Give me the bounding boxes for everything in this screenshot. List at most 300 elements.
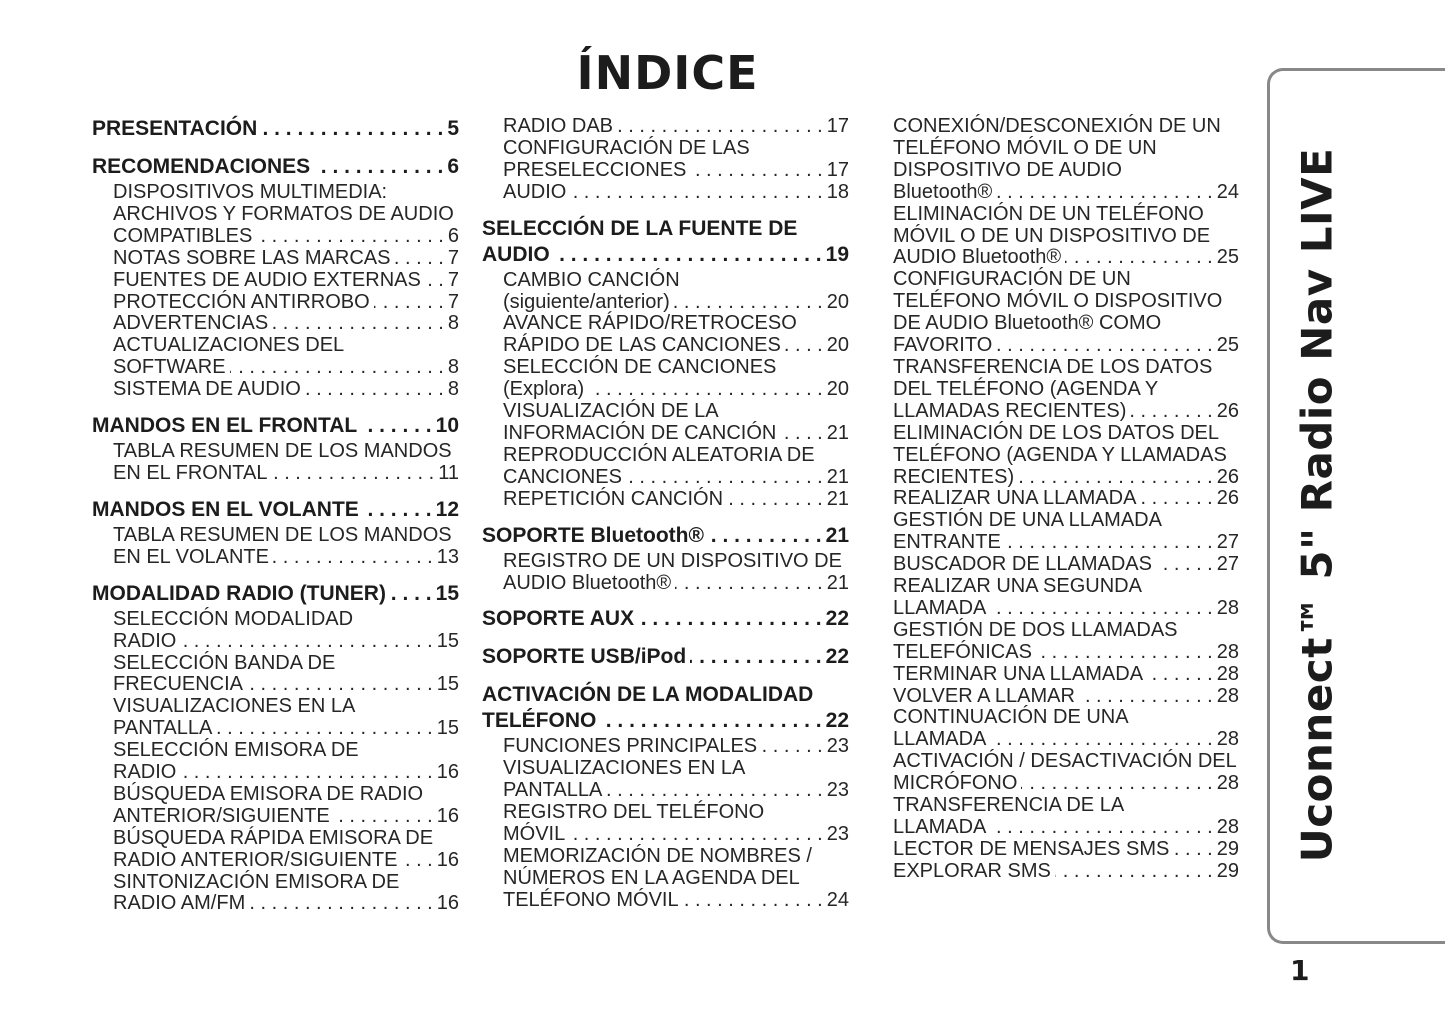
- toc-entry-row: [92, 413, 459, 439]
- toc-entry-row: [92, 497, 459, 523]
- toc-subsection-entry: [92, 313, 459, 335]
- toc-entry-row: [893, 773, 1239, 795]
- toc-dot-leader: [305, 379, 444, 401]
- toc-page-number: 8: [447, 356, 459, 379]
- toc-page-number: 26: [1216, 399, 1239, 422]
- toc-dot-leader: [990, 598, 1212, 620]
- toc-dot-leader: [1079, 686, 1213, 708]
- toc-entry-text: RADIO ANTERIOR/SIGUIENTE: [113, 848, 398, 871]
- toc-entry-text: PRESENTACIÓN: [92, 117, 258, 140]
- toc-dot-leader: [425, 270, 444, 292]
- toc-page-number: 17: [826, 115, 849, 137]
- toc-page-number: 6: [447, 155, 459, 178]
- toc-subsection-entry: [92, 784, 459, 828]
- toc-entry-row: [503, 780, 849, 802]
- toc-entry-text: VISUALIZACIONES EN LA: [113, 695, 356, 718]
- toc-dot-leader: [273, 547, 433, 569]
- toc-page-number: 27: [1216, 553, 1239, 576]
- toc-entry-text: LECTOR DE MENSAJES SMS: [893, 837, 1170, 860]
- toc-entry-row: [893, 467, 1239, 489]
- toc-page-number: 7: [447, 290, 459, 313]
- toc-entry-text: RADIO: [113, 629, 177, 652]
- toc-entry-text: REALIZAR UNA SEGUNDA: [893, 575, 1142, 598]
- toc-page-number: 21: [826, 487, 849, 510]
- toc-entry-text: ELIMINACIÓN DE UN TELÉFONO: [893, 202, 1204, 225]
- toc-entry-text: FUENTES DE AUDIO EXTERNAS: [113, 268, 421, 291]
- toc-dot-leader: [674, 292, 823, 314]
- toc-subsection-entry: [92, 872, 459, 916]
- toc-entry-row: [113, 313, 459, 335]
- toc-page-number: 7: [447, 246, 459, 269]
- toc-entry-row: [113, 547, 459, 569]
- toc-dot-leader: [1065, 247, 1213, 269]
- toc-page-number: 29: [1216, 837, 1239, 860]
- toc-subsection-entry: [482, 445, 849, 489]
- toc-dot-leader: [626, 467, 823, 489]
- toc-subsection-entry: [893, 576, 1239, 620]
- toc-entry-row: [893, 247, 1239, 269]
- toc-dot-leader: [1021, 773, 1212, 795]
- toc-section-entry: [482, 523, 849, 549]
- toc-dot-leader: [600, 708, 821, 734]
- toc-entry-row: [482, 242, 849, 268]
- toc-dot-leader: [394, 248, 443, 270]
- toc-subsection-entry: [482, 846, 849, 912]
- toc-subsection-entry: [92, 609, 459, 653]
- toc-subsection-entry: [893, 269, 1239, 357]
- toc-dot-leader: [247, 674, 433, 696]
- toc-entry-text: MANDOS EN EL VOLANTE: [92, 497, 359, 521]
- toc-subsection-entry: [482, 182, 849, 204]
- toc-page-number: 13: [436, 545, 459, 568]
- toc-page-number: 8: [447, 312, 459, 335]
- toc-page-number: 28: [1216, 816, 1239, 838]
- toc-page-number: 28: [1216, 596, 1239, 619]
- toc-subsection-entry: [482, 551, 849, 595]
- toc-entry-row: [92, 581, 459, 607]
- toc-page-number: 22: [825, 607, 849, 631]
- toc-dot-leader: [216, 718, 432, 740]
- toc-entry-text: ENTRANTE: [893, 531, 1001, 554]
- toc-entry-row: [113, 292, 459, 314]
- toc-subsection-entry: [893, 664, 1239, 686]
- chapter-tab-label: Uconnect™ 5" Radio Nav LIVE: [1292, 147, 1342, 863]
- toc-subsection-entry: [893, 116, 1239, 204]
- toc-entry-row: [893, 335, 1239, 357]
- toc-entry-text: MEMORIZACIÓN DE NOMBRES /: [503, 844, 812, 867]
- toc-entry-row: [503, 890, 849, 912]
- toc-entry-text: ADVERTENCIAS: [113, 312, 269, 335]
- toc-entry-text: BUSCADOR DE LLAMADAS: [893, 553, 1152, 576]
- toc-subsection-entry: [893, 751, 1239, 795]
- page-title: ÍNDICE: [576, 46, 759, 100]
- toc-page-number: 16: [436, 848, 459, 871]
- toc-entry-row: [893, 488, 1239, 510]
- toc-page-number: 24: [1216, 180, 1239, 203]
- toc-entry-text: REGISTRO DEL TELÉFONO: [503, 801, 765, 824]
- toc-dot-leader: [1173, 839, 1212, 861]
- toc-section-entry: [482, 606, 849, 632]
- toc-page-number: 22: [825, 645, 849, 669]
- toc-entry-text: AVANCE RÁPIDO/RETROCESO: [503, 312, 797, 335]
- toc-subsection-entry: [893, 357, 1239, 423]
- toc-subsection-entry: [893, 795, 1239, 839]
- toc-subsection-entry: [92, 696, 459, 740]
- toc-entry-text: MANDOS EN EL FRONTAL: [92, 414, 358, 438]
- toc-entry-text: LLAMADAS RECIENTES): [893, 399, 1127, 422]
- toc-entry-text: FAVORITO: [893, 334, 993, 357]
- toc-entry-text: REALIZAR UNA LLAMADA: [893, 487, 1137, 510]
- toc-entry-text: ARCHIVOS Y FORMATOS DE AUDIO: [113, 202, 454, 225]
- toc-page-number: 25: [1216, 334, 1239, 357]
- toc-page-number: 27: [1216, 531, 1239, 554]
- toc-entry-row: [113, 893, 459, 915]
- toc-entry-text: TRANSFERENCIA DE LA: [893, 794, 1125, 817]
- page-number: 1: [1290, 954, 1310, 987]
- toc-page-number: 26: [1216, 465, 1239, 488]
- toc-entry-text: TRANSFERENCIA DE LOS DATOS: [893, 355, 1213, 378]
- toc-entry-row: [503, 467, 849, 489]
- toc-entry-row: [893, 817, 1239, 839]
- toc-entry-text: FRECUENCIA: [113, 673, 244, 696]
- toc-page-number: 20: [826, 378, 849, 401]
- toc-page-number: 16: [436, 892, 459, 915]
- toc-entry-row: [92, 154, 459, 180]
- toc-entry-text: LLAMADA: [893, 728, 987, 751]
- toc-entry-row: [503, 182, 849, 204]
- toc-entry-text: (siguiente/anterior): [503, 290, 670, 313]
- toc-entry-text: FUNCIONES PRINCIPALES: [503, 735, 758, 758]
- toc-entry-row: [482, 523, 849, 549]
- toc-entry-row: [893, 839, 1239, 861]
- toc-entry-text: CONFIGURACIÓN DE UN: [893, 268, 1131, 291]
- toc-entry-text: ANTERIOR/SIGUIENTE: [113, 804, 330, 827]
- toc-entry-text: AUDIO: [482, 242, 550, 266]
- toc-dot-leader: [1140, 488, 1212, 510]
- toc-page-number: 28: [1216, 728, 1239, 751]
- toc-entry-row: [503, 423, 849, 445]
- toc-subsection-entry: [92, 270, 459, 292]
- toc-entry-text: GESTIÓN DE DOS LLAMADAS: [893, 618, 1178, 641]
- toc-subsection-entry: [482, 736, 849, 758]
- toc-section-entry: [92, 497, 459, 523]
- toc-entry-row: [503, 489, 849, 511]
- toc-entry-text: CANCIONES: [503, 465, 622, 488]
- toc-entry-text: SELECCIÓN BANDA DE: [113, 651, 336, 674]
- toc-entry-text: AUDIO: [503, 180, 567, 203]
- toc-entry-row: [893, 554, 1239, 576]
- toc-entry-text: SOFTWARE: [113, 356, 226, 379]
- toc-entry-text: PANTALLA: [113, 717, 213, 740]
- toc-dot-leader: [374, 292, 444, 314]
- toc-subsection-entry: [92, 740, 459, 784]
- toc-entry-row: [893, 664, 1239, 686]
- toc-page-number: 8: [447, 378, 459, 401]
- toc-entry-text: TELÉFONO: [482, 709, 597, 733]
- toc-dot-leader: [990, 817, 1212, 839]
- toc-entry-row: [482, 606, 849, 632]
- toc-entry-text: EN EL VOLANTE: [113, 545, 269, 568]
- toc-entry-row: [113, 226, 459, 248]
- toc-subsection-entry: [893, 204, 1239, 270]
- toc-entry-row: [893, 729, 1239, 751]
- toc-entry-text: TABLA RESUMEN DE LOS MANDOS: [113, 523, 452, 546]
- toc-entry-text: RÁPIDO DE LAS CANCIONES: [503, 334, 781, 357]
- toc-entry-text: SELECCIÓN DE CANCIONES: [503, 356, 777, 379]
- toc-entry-text: AUDIO Bluetooth®: [503, 571, 672, 594]
- toc-dot-leader: [361, 413, 431, 439]
- toc-page-number: 6: [447, 224, 459, 247]
- toc-section-entry: [482, 216, 849, 268]
- toc-page-number: 23: [826, 735, 849, 758]
- toc-dot-leader: [249, 893, 433, 915]
- toc-entry-row: [893, 686, 1239, 708]
- toc-entry-text: GESTIÓN DE UNA LLAMADA: [893, 509, 1162, 532]
- toc-dot-leader: [1156, 554, 1213, 576]
- toc-entry-text: SOPORTE Bluetooth®: [482, 523, 704, 547]
- toc-entry-row: [503, 824, 849, 846]
- toc-entry-row: [113, 631, 459, 653]
- toc-entry-text: VISUALIZACIONES EN LA: [503, 757, 746, 780]
- toc-page-number: 16: [436, 804, 459, 827]
- toc-dot-leader: [401, 850, 432, 872]
- toc-page-number: 10: [435, 414, 459, 438]
- toc-subsection-entry: [482, 758, 849, 802]
- toc-dot-leader: [1055, 861, 1213, 883]
- toc-page-number: 16: [436, 761, 459, 784]
- toc-dot-leader: [390, 581, 432, 607]
- toc-entry-row: [113, 270, 459, 292]
- toc-entry-row: [113, 379, 459, 401]
- toc-entry-text: ACTIVACIÓN / DESACTIVACIÓN DEL: [893, 750, 1237, 773]
- toc-entry-text: SINTONIZACIÓN EMISORA DE: [113, 870, 400, 893]
- toc-entry-row: [503, 292, 849, 314]
- toc-entry-text: RECIENTES): [893, 465, 1015, 488]
- toc-dot-leader: [1130, 401, 1212, 423]
- toc-dot-leader: [180, 762, 432, 784]
- toc-entry-text: DE AUDIO Bluetooth® COMO: [893, 312, 1162, 335]
- toc-entry-text: CONTINUACIÓN DE UNA: [893, 706, 1129, 729]
- toc-page-number: 29: [1216, 859, 1239, 882]
- toc-subsection-entry: [92, 248, 459, 270]
- toc-entry-row: [893, 861, 1239, 883]
- toc-dot-leader: [761, 736, 823, 758]
- toc-page-number: 28: [1216, 684, 1239, 707]
- toc-entry-text: TABLA RESUMEN DE LOS MANDOS: [113, 440, 452, 463]
- toc-page-number: 23: [826, 823, 849, 846]
- toc-page-number: 15: [436, 629, 459, 652]
- toc-dot-leader: [780, 423, 822, 445]
- toc-entry-row: [503, 160, 849, 182]
- toc-dot-leader: [569, 824, 823, 846]
- toc-entry-text: ACTIVACIÓN DE LA MODALIDAD: [482, 683, 814, 707]
- toc-entry-text: PRESELECCIONES: [503, 158, 687, 181]
- toc-entry-text: (Explora): [503, 378, 585, 401]
- toc-subsection-entry: [92, 525, 459, 569]
- toc-entry-row: [113, 718, 459, 740]
- toc-page-number: 19: [825, 242, 849, 266]
- toc-dot-leader: [1036, 642, 1213, 664]
- toc-section-entry: [92, 413, 459, 439]
- toc-dot-leader: [683, 890, 823, 912]
- toc-page-number: 28: [1216, 640, 1239, 663]
- toc-subsection-entry: [893, 510, 1239, 554]
- toc-entry-row: [503, 335, 849, 357]
- toc-page-number: 5: [447, 117, 459, 140]
- toc-subsection-entry: [893, 839, 1239, 861]
- toc-entry-row: [482, 708, 849, 734]
- toc-page-number: 21: [825, 523, 849, 547]
- toc-entry-text: RADIO AM/FM: [113, 892, 246, 915]
- toc-entry-row: [893, 182, 1239, 204]
- toc-entry-row: [113, 357, 459, 379]
- toc-section-entry: [92, 116, 459, 142]
- toc-entry-text: COMPATIBLES: [113, 224, 253, 247]
- toc-subsection-entry: [482, 270, 849, 314]
- toc-page-number: 25: [1216, 246, 1239, 269]
- toc-subsection-entry: [482, 401, 849, 445]
- toc-subsection-entry: [92, 379, 459, 401]
- toc-entry-text: CONEXIÓN/DESCONEXIÓN DE UN: [893, 115, 1221, 137]
- toc-entry-text: LLAMADA: [893, 816, 987, 838]
- toc-entry-text: MODALIDAD RADIO (TUNER): [92, 581, 386, 605]
- toc-entry-text: NOTAS SOBRE LAS MARCAS: [113, 246, 391, 269]
- toc-dot-leader: [690, 160, 822, 182]
- toc-entry-text: TELÉFONO MÓVIL O DISPOSITIVO: [893, 290, 1223, 313]
- toc-page-number: 24: [826, 888, 849, 911]
- toc-subsection-entry: [92, 335, 459, 379]
- toc-entry-row: [113, 463, 459, 485]
- toc-section-entry: [92, 581, 459, 607]
- toc-dot-leader: [180, 631, 432, 653]
- toc-page-number: 20: [826, 290, 849, 313]
- toc-entry-row: [893, 598, 1239, 620]
- toc-page-number: 22: [825, 709, 849, 733]
- toc-entry-text: NÚMEROS EN LA AGENDA DEL: [503, 866, 800, 889]
- toc-subsection-entry: [482, 116, 849, 138]
- toc-subsection-entry: [92, 653, 459, 697]
- toc-entry-row: [503, 116, 849, 138]
- toc-subsection-entry: [92, 828, 459, 872]
- toc-entry-text: CONFIGURACIÓN DE LAS: [503, 136, 750, 159]
- toc-subsection-entry: [482, 138, 849, 182]
- toc-entry-text: SISTEMA DE AUDIO: [113, 378, 301, 401]
- toc-dot-leader: [1018, 467, 1213, 489]
- toc-subsection-entry: [482, 489, 849, 511]
- toc-entry-text: BÚSQUEDA EMISORA DE RADIO: [113, 782, 424, 805]
- toc-page-number: 26: [1216, 487, 1239, 510]
- toc-entry-text: AUDIO Bluetooth®: [893, 246, 1062, 269]
- toc-entry-text: REGISTRO DE UN DISPOSITIVO DE: [503, 549, 842, 572]
- toc-entry-row: [113, 762, 459, 784]
- toc-subsection-entry: [893, 554, 1239, 576]
- toc-dot-leader: [638, 606, 822, 632]
- toc-entry-text: TELEFÓNICAS: [893, 640, 1032, 663]
- toc-entry-text: RADIO DAB: [503, 115, 614, 137]
- toc-dot-leader: [314, 154, 443, 180]
- toc-entry-text: TELÉFONO (AGENDA Y LLAMADAS: [893, 443, 1227, 466]
- toc-dot-leader: [606, 780, 822, 802]
- toc-dot-leader: [617, 116, 823, 138]
- toc-dot-leader: [675, 573, 823, 595]
- toc-page-number: 15: [436, 717, 459, 740]
- toc-entry-row: [482, 644, 849, 670]
- toc-page-number: 7: [447, 268, 459, 291]
- toc-entry-text: LLAMADA: [893, 596, 987, 619]
- toc-entry-row: [113, 806, 459, 828]
- toc-page-number: 23: [826, 779, 849, 802]
- toc-section-entry: [482, 644, 849, 670]
- toc-subsection-entry: [482, 357, 849, 401]
- toc-dot-leader: [1147, 664, 1213, 686]
- toc-entry-text: REPETICIÓN CANCIÓN: [503, 487, 724, 510]
- toc-entry-text: VISUALIZACIÓN DE LA: [503, 400, 719, 423]
- toc-entry-row: [503, 736, 849, 758]
- toc-entry-text: Bluetooth®: [893, 180, 993, 203]
- toc-entry-row: [893, 532, 1239, 554]
- toc-entry-text: PROTECCIÓN ANTIRROBO: [113, 290, 370, 313]
- toc-dot-leader: [785, 335, 823, 357]
- toc-dot-leader: [363, 497, 432, 523]
- toc-entry-text: MICRÓFONO: [893, 772, 1018, 795]
- toc-entry-text: MÓVIL O DE UN DISPOSITIVO DE: [893, 224, 1211, 247]
- toc-dot-leader: [588, 379, 823, 401]
- toc-dot-leader: [1005, 532, 1213, 554]
- toc-column-1: [92, 116, 459, 915]
- toc-subsection-entry: [92, 441, 459, 485]
- toc-entry-text: RADIO: [113, 761, 177, 784]
- toc-subsection-entry: [893, 861, 1239, 883]
- toc-entry-text: DEL TELÉFONO (AGENDA Y: [893, 377, 1159, 400]
- toc-entry-text: ACTUALIZACIONES DEL: [113, 334, 345, 357]
- toc-entry-row: [893, 642, 1239, 664]
- toc-entry-text: INFORMACIÓN DE CANCIÓN: [503, 421, 777, 444]
- toc-entry-text: RECOMENDACIONES: [92, 155, 311, 178]
- toc-entry-text: REPRODUCCIÓN ALEATORIA DE: [503, 443, 815, 466]
- toc-entry-row: [113, 674, 459, 696]
- toc-entry-text: EN EL FRONTAL: [113, 461, 268, 484]
- toc-column-2: [482, 116, 849, 912]
- toc-page-number: 17: [826, 158, 849, 181]
- toc-page-number: 21: [826, 571, 849, 594]
- toc-entry-row: [92, 116, 459, 142]
- toc-dot-leader: [334, 806, 433, 828]
- toc-page-number: 12: [435, 497, 459, 521]
- toc-page-number: 15: [435, 581, 459, 605]
- toc-dot-leader: [261, 116, 443, 142]
- toc-dot-leader: [554, 242, 822, 268]
- toc-column-3: [893, 116, 1239, 883]
- toc-dot-leader: [271, 463, 434, 485]
- toc-dot-leader: [727, 489, 823, 511]
- toc-page-number: 28: [1216, 662, 1239, 685]
- toc-dot-leader: [690, 644, 821, 670]
- toc-dot-leader: [256, 226, 444, 248]
- toc-entry-text: TELÉFONO MÓVIL: [503, 888, 679, 911]
- toc-entry-text: PANTALLA: [503, 779, 603, 802]
- toc-entry-text: SELECCIÓN MODALIDAD: [113, 607, 354, 630]
- toc-dot-leader: [996, 182, 1213, 204]
- toc-subsection-entry: [893, 620, 1239, 664]
- toc-page-number: 21: [826, 465, 849, 488]
- toc-section-entry: [92, 154, 459, 180]
- toc-entry-row: [503, 379, 849, 401]
- toc-subsection-entry: [92, 292, 459, 314]
- toc-dot-leader: [570, 182, 822, 204]
- toc-subsection-entry: [893, 488, 1239, 510]
- toc-entry-row: [113, 850, 459, 872]
- toc-page-number: 11: [438, 461, 459, 484]
